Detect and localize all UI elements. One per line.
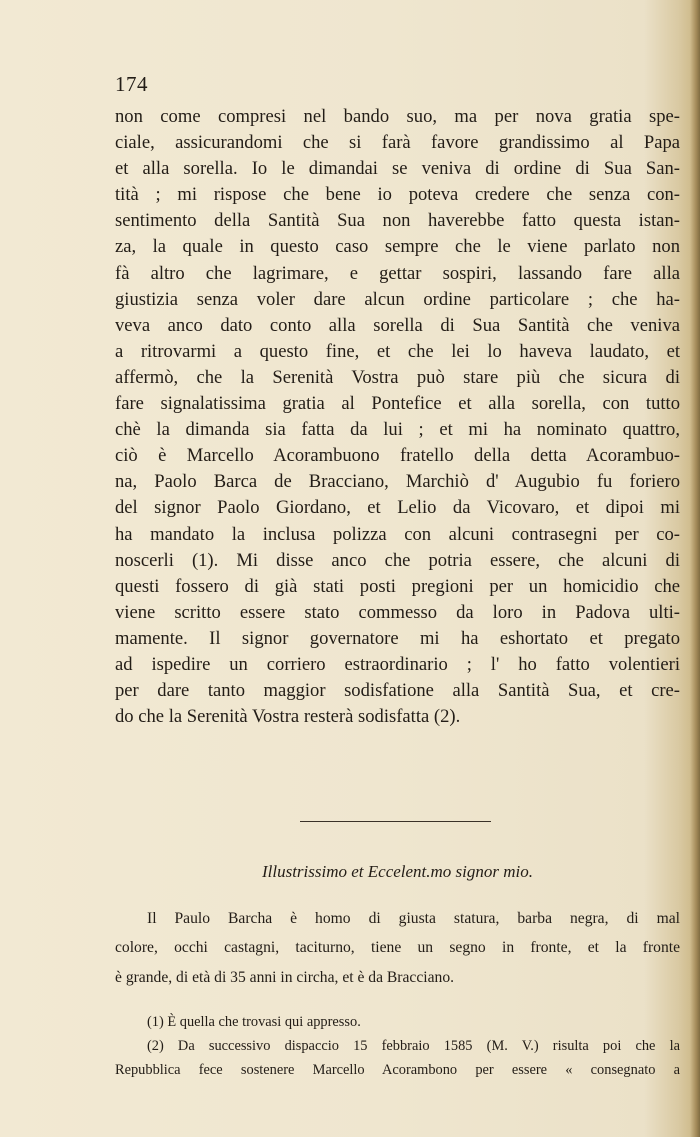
- text-line: per dare tanto maggior sodisfatione alla Santità Sua, et cre-: [115, 680, 680, 702]
- text-line: do che la Serenità Vostra resterà sodisfatta (2).: [115, 706, 461, 728]
- text-line: del signor Paolo Giordano, et Lelio da Vicovaro, et dipoi mi: [115, 497, 680, 519]
- text-line: giustizia senza voler dare alcun ordine particolare ; che ha-: [115, 288, 680, 310]
- text-line: noscerli (1). Mi disse anco che potria essere, che alcuni di: [115, 549, 680, 571]
- footnote: (2) Da successivo dispaccio 15 febbraio 1585 (M. V.) risulta poi che la: [147, 1038, 680, 1054]
- text-line: na, Paolo Barca de Bracciano, Marchiò d' Augubio fu foriero: [115, 471, 680, 493]
- text-line: ciale, assicurandomi che si farà favore grandissimo al Papa: [115, 132, 680, 154]
- letter-line: è grande, di età di 35 anni in circha, et è da Bracciano.: [115, 968, 455, 986]
- footnote-continuation: Repubblica fece sostenere Marcello Acorambono per essere « consegnato a: [115, 1062, 680, 1078]
- text-line: mamente. Il signor governatore mi ha eshortato et pregato: [115, 627, 680, 649]
- section-divider: [300, 821, 491, 822]
- text-line: tità ; mi rispose che bene io poteva credere che senza con-: [115, 184, 680, 206]
- main-text: [115, 104, 680, 730]
- text-line: ciò è Marcello Acorambuono fratello della detta Acorambuo-: [115, 445, 680, 467]
- footnotes: [115, 1010, 680, 1082]
- text-line: fà altro che lagrimare, e gettar sospiri, lassando fare alla: [115, 262, 680, 284]
- text-line: ha mandato la inclusa polizza con alcuni contrasegni per co-: [115, 523, 680, 545]
- letter-salutation: Illustrissimo et Eccelent.mo signor mio.: [261, 862, 534, 881]
- text-line: sentimento della Santità Sua non haverebbe fatto questa istan-: [115, 210, 680, 232]
- text-line: chè la dimanda sia fatta da lui ; et mi ha nominato quattro,: [115, 419, 680, 441]
- text-line: non come compresi nel bando suo, ma per nova gratia spe-: [115, 106, 680, 127]
- text-line: fare signalatissima gratia al Pontefice et alla sorella, con tutto: [115, 393, 680, 415]
- letter-line: Il Paulo Barcha è homo di giusta statura, barba negra, di mal: [147, 910, 680, 927]
- text-line: veva anco dato conto alla sorella di Sua Santità che veniva: [115, 314, 680, 336]
- text-line: ad ispedire un corriero estraordinario ; l' ho fatto volentieri: [115, 653, 680, 675]
- text-line: questi fossero di già stati posti pregioni per un homicidio che: [115, 575, 680, 597]
- page-number: 174: [115, 72, 148, 96]
- letter-text: [115, 904, 680, 992]
- letter-line: colore, occhi castagni, taciturno, tiene un segno in fronte, et la fronte: [115, 939, 680, 957]
- text-line: et alla sorella. Io le dimandai se veniva di ordine di Sua San-: [115, 158, 680, 180]
- footnote: (1) È quella che trovasi qui appresso.: [147, 1014, 361, 1030]
- text-line: a ritrovarmi a questo fine, et che lei lo haveva laudato, et: [115, 340, 680, 362]
- text-line: viene scritto essere stato commesso da loro in Padova ulti-: [115, 601, 680, 623]
- text-line: za, la quale in questo caso sempre che le viene parlato non: [115, 236, 680, 258]
- page-edge: [690, 0, 700, 1137]
- text-line: affermò, che la Serenità Vostra può stare più che sicura di: [115, 366, 680, 388]
